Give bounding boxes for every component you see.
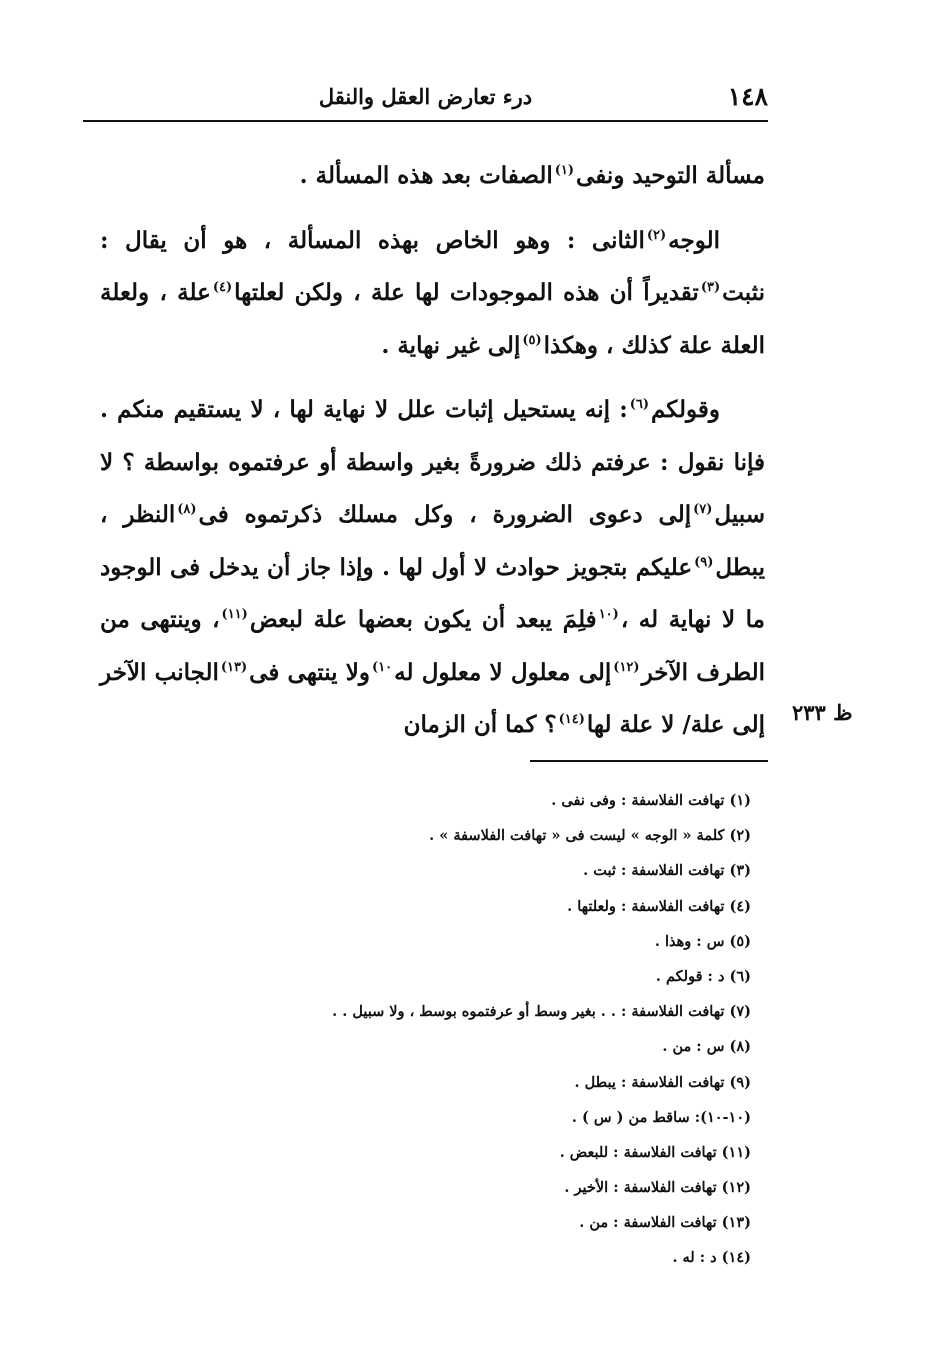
footnote-item: (٧) تهافت الفلاسفة : . . بغير وسط أو عرفتموه بوسط ، ولا سبيل . .: [332, 1003, 751, 1021]
paragraph-2: [100, 215, 765, 373]
main-text: [100, 150, 765, 752]
text-run: إلى غير نهاية .: [381, 331, 521, 359]
text-run: ولا ينتهى فى: [249, 658, 371, 686]
footnote-ref: (٦): [629, 397, 649, 413]
footnote-item: (٥) س : وهذا .: [654, 932, 751, 950]
footnote-ref: (١٢): [613, 659, 640, 675]
footnote-ref: (١٤): [558, 712, 585, 728]
footnote-item: (١٣) تهافت الفلاسفة : من .: [579, 1214, 751, 1232]
text-run: وقولكم: [651, 396, 720, 423]
footnote-ref: (١٣): [220, 659, 248, 675]
text-run: الوجه: [668, 226, 720, 254]
footnote-ref: (١٠: [598, 607, 619, 623]
text-run: ، وينتهى من الطرف الآخر: [100, 606, 765, 686]
footnote-item: (٨) س : من .: [662, 1038, 751, 1056]
footnote-ref: (٤): [212, 280, 233, 296]
footnote-ref: (١): [554, 163, 575, 179]
footnote-item: (١١) تهافت الفلاسفة : للبعض .: [559, 1143, 751, 1161]
footnote-item: (٩) تهافت الفلاسفة : يبطل .: [574, 1073, 751, 1091]
footnote-ref: (٩): [694, 554, 714, 570]
footnote-ref: ١٠): [372, 659, 393, 675]
margin-manuscript-note: ظ ٢٣٣: [792, 700, 853, 725]
footnote-ref: (٣): [700, 280, 721, 296]
text-run: تقديراً أن هذه الموجودات لها علة ، ولكن لعلتها: [234, 279, 699, 306]
text-run: علة ، ولعلة العلة علة كذلك ، وهكذا: [100, 279, 765, 359]
header-rule: [83, 120, 768, 122]
footnote-item: (١٢) تهافت الفلاسفة : الأخير .: [564, 1179, 751, 1197]
text-run: مسألة التوحيد ونفى: [576, 162, 765, 189]
paragraph-3: [100, 384, 765, 752]
footnote-item: (١) تهافت الفلاسفة : وفى نفى .: [551, 792, 751, 809]
text-run: الصفات بعد هذه المسألة .: [299, 162, 553, 189]
footnote-item: (٢) كلمة « الوجه » ليست فى « تهافت الفلاسفة » .: [429, 827, 751, 845]
page-number: ١٤٨: [727, 82, 768, 111]
text-run: عليكم بتجويز حوادث لا أول لها . وإذا جاز أن يدخل فى الوجود ما لا نهاية له ،: [100, 553, 765, 633]
footnote-ref: (٢): [646, 227, 667, 243]
text-run: النظر ، يبطل: [100, 501, 765, 581]
footnote-rule: [530, 760, 768, 762]
text-run: ؟ كما أن الزمان: [403, 711, 557, 738]
text-run: إلى معلول لا معلول له: [394, 658, 612, 686]
footnote-ref: (٥): [522, 332, 542, 348]
running-title: درء تعارض العقل والنقل: [318, 84, 533, 109]
footnotes: [200, 783, 751, 1276]
text-run: فلِمَ يبعد أن يكون بعضها علة لبعض: [249, 606, 597, 633]
footnote-item: (٦) د : قولكم .: [655, 967, 751, 985]
text-run: إلى دعوى الضرورة ، وكل مسلك ذكرتموه فى: [198, 501, 692, 528]
page-header: [83, 78, 768, 116]
footnote-item: (٤) تهافت الفلاسفة : ولعلتها .: [567, 897, 751, 915]
footnote-ref: (٧): [693, 502, 713, 518]
text-run: الثانى : وهو الخاص بهذه المسألة ، هو أن يقال : نثبت: [100, 226, 765, 306]
footnote-ref: (١١): [221, 607, 248, 623]
footnote-item: (٣) تهافت الفلاسفة : ثبت .: [583, 862, 751, 880]
text-run: : إنه يستحيل إثبات علل لا نهاية لها ، لا يستقيم منكم . فإنا نقول : عرفتم ذلك ضرورةً بغير واسطة أو عرفتموه بواسطة ؟ لا سبيل: [100, 396, 765, 528]
footnote-ref: (٨): [177, 502, 197, 518]
footnote-item: (١٠-١٠): ساقط من ( س ) .: [571, 1108, 751, 1126]
text-run: الجانب الآخر إلى علة/ لا علة لها: [100, 658, 765, 738]
paragraph-1: [100, 150, 765, 203]
footnote-item: (١٤) د : له .: [672, 1249, 751, 1267]
